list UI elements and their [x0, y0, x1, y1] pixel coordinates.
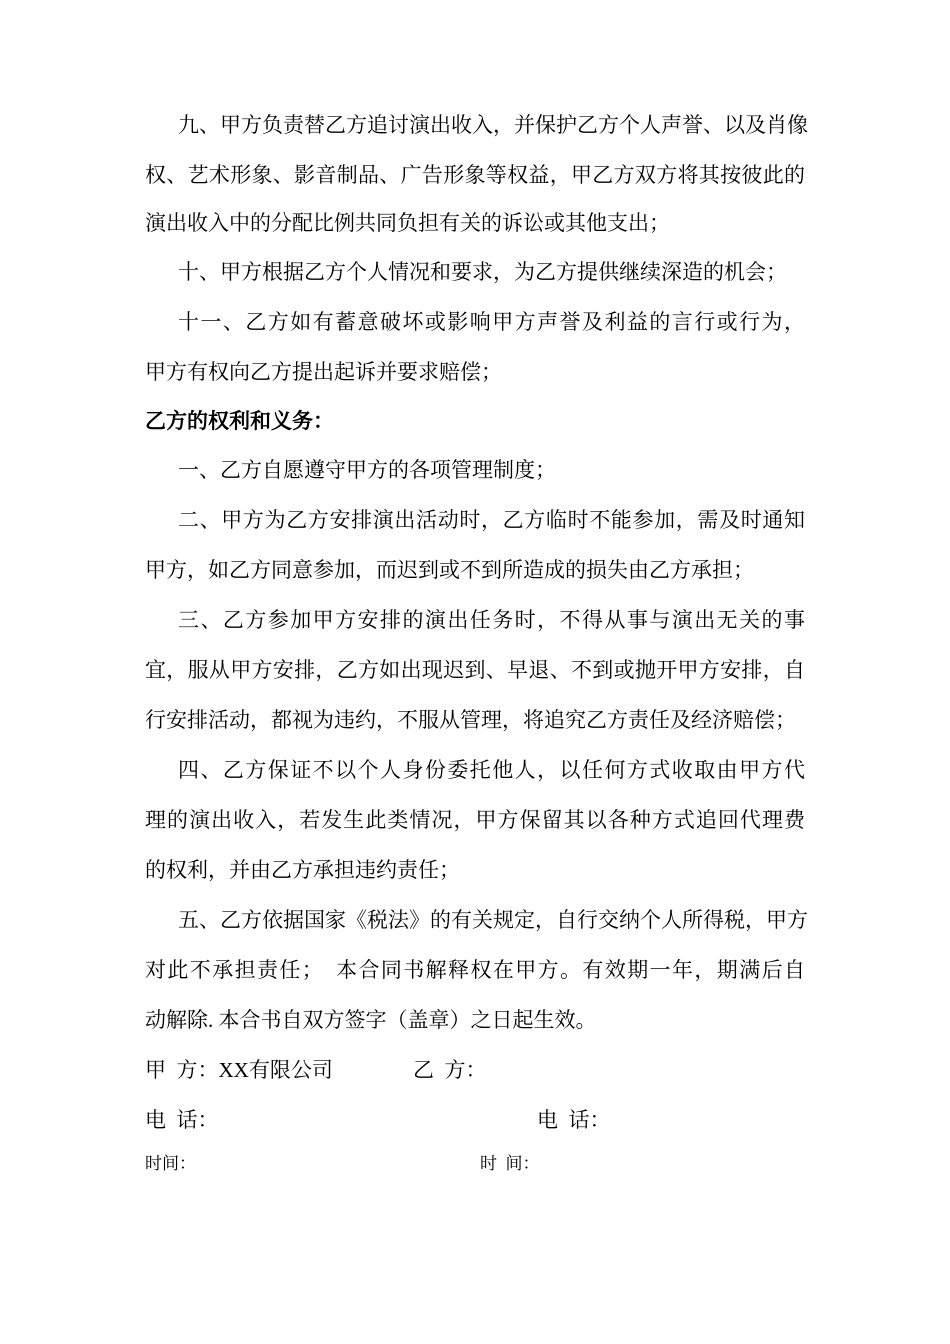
party-b-time: 时 间： — [480, 1154, 540, 1173]
party-b-signature: 乙 方： — [413, 1058, 487, 1082]
clause-9-line-2: 权、艺术形象、影音制品、广告形象等权益，甲乙方双方将其按彼此的 — [145, 163, 805, 187]
section-heading-party-b: 乙方的权利和义务： — [145, 409, 334, 433]
clause-11-line-1: 十一、乙方如有蓄意破坏或影响甲方声誉及利益的言行或行为， — [178, 310, 805, 334]
party-a-time: 时间： — [145, 1154, 196, 1173]
party-a-phone: 电 话： — [145, 1108, 219, 1132]
party-b-clause-5-line-1: 五、乙方依据国家《税法》的有关规定，自行交纳个人所得税，甲方 — [178, 908, 808, 932]
party-b-clause-2-line-2: 甲方，如乙方同意参加，而迟到或不到所造成的损失由乙方承担； — [145, 558, 754, 582]
clause-11-line-2: 甲方有权向乙方提出起诉并要求赔偿； — [145, 360, 502, 384]
party-b-clause-4-line-3: 的权利，并由乙方承担违约责任； — [145, 858, 460, 882]
party-a-signature: 甲 方：XX有限公司 — [145, 1058, 333, 1082]
party-b-clause-3-line-3: 行安排活动，都视为违约，不服从管理，将追究乙方责任及经济赔偿； — [145, 708, 796, 732]
party-b-clause-4-line-1: 四、乙方保证不以个人身份委托他人，以任何方式收取由甲方代 — [178, 758, 805, 782]
party-b-clause-2-line-1: 二、甲方为乙方安排演出活动时，乙方临时不能参加，需及时通知 — [178, 508, 805, 532]
party-b-clause-3-line-2: 宜，服从甲方安排，乙方如出现迟到、早退、不到或抛开甲方安排，自 — [145, 658, 805, 682]
party-b-clause-3-line-1: 三、乙方参加甲方安排的演出任务时，不得从事与演出无关的事 — [178, 608, 805, 632]
party-b-clause-4-line-2: 理的演出收入，若发生此类情况，甲方保留其以各种方式追回代理费 — [145, 808, 805, 832]
party-b-clause-5-line-3: 动解除. 本合书自双方签字（盖章）之日起生效。 — [145, 1008, 597, 1032]
party-b-clause-1: 一、乙方自愿遵守甲方的各项管理制度； — [178, 458, 556, 482]
party-b-clause-5-line-2: 对此不承担责任； 本合同书解释权在甲方。有效期一年，期满后自 — [145, 958, 805, 982]
clause-10: 十、甲方根据乙方个人情况和要求，为乙方提供继续深造的机会； — [178, 260, 787, 284]
clause-9-line-1: 九、甲方负责替乙方追讨演出收入，并保护乙方个人声誉、以及肖像 — [178, 113, 808, 137]
clause-9-line-3: 演出收入中的分配比例共同负担有关的诉讼或其他支出； — [145, 211, 670, 235]
party-b-phone: 电 话： — [537, 1108, 611, 1132]
